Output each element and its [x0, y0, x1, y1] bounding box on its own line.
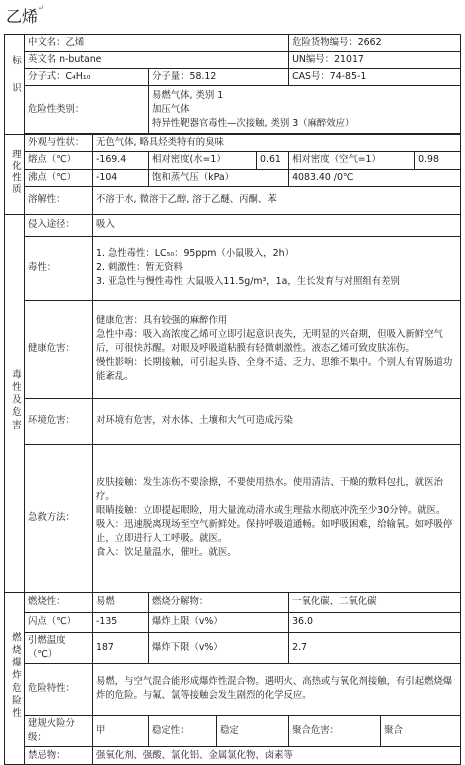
- appearance-label: 外观与性状：: [25, 135, 93, 152]
- toxicity-value: 1. 急性毒性：LC₅₀：95ppm（小鼠吸入，2h） 2. 刺激性：暂无资料 3. 亚急性与慢性毒性 大鼠吸入11.5g/m³，1a，生长发育与对照组有差别: [93, 236, 461, 300]
- row-cn-name: [5, 35, 461, 52]
- melting-label: 熔点（℃）: [25, 152, 93, 169]
- danger-label: 危险特性：: [25, 663, 93, 715]
- lower-limit-label: 爆炸下限（v%）: [149, 632, 289, 663]
- flash-point-value: -135: [93, 612, 149, 632]
- solubility-value: 不溶于水, 微溶于乙醇, 溶于乙醚、丙酮、苯: [93, 186, 461, 214]
- en-name: 英文名 n-butane: [25, 52, 289, 69]
- row-health: [5, 300, 461, 398]
- section-identity: 标识: [5, 35, 25, 135]
- fire-class-value: 甲: [93, 715, 149, 746]
- rel-density-air-label: 相对密度（空气=1）: [289, 152, 415, 169]
- molecular-weight: 分子量：58.12: [149, 69, 289, 86]
- route-value: 吸入: [93, 214, 461, 236]
- vapor-pressure-label: 饱和蒸气压（kPa）: [149, 169, 289, 186]
- melting-value: -169.4: [93, 152, 149, 169]
- vapor-pressure-value: 4083.40 /0℃: [289, 169, 461, 186]
- lower-limit-value: 2.7: [289, 632, 461, 663]
- row-taboo: [5, 747, 461, 765]
- combustion-products-value: 一氧化碳、二氧化碳: [289, 592, 461, 612]
- environment-label: 环境危害：: [25, 398, 93, 444]
- row-first-aid: [5, 444, 461, 592]
- hazard-class-value: 易燃气体, 类别 1 加压气体 特异性靶器官毒性—次接触, 类别 3（麻醉效应）: [149, 86, 461, 134]
- row-route: [5, 214, 461, 236]
- toxicity-label: 毒性：: [25, 236, 93, 300]
- row-appearance: [5, 135, 461, 152]
- cn-name: 中文名：乙烯: [25, 35, 289, 52]
- health-label: 健康危害：: [25, 300, 93, 398]
- polymer-hazard-value: 聚合: [381, 715, 461, 746]
- row-ignition: [5, 632, 461, 663]
- row-hazard-class: [5, 86, 461, 134]
- rel-density-air-value: 0.98: [415, 152, 461, 169]
- row-environment: [5, 398, 461, 444]
- section-physical: 理化性质: [5, 135, 25, 214]
- environment-value: 对环境有危害，对水体、土壤和大气可造成污染: [93, 398, 461, 444]
- hazard-class-label: 危险性类别：: [25, 86, 149, 134]
- row-flash-point: [5, 612, 461, 632]
- first-aid-value: 皮肤接触：发生冻伤不要涂擦，不要使用热水。使用清洁、干燥的敷料包扎，就医治疗。 眼睛接触：立即提起眼睑，用大量流动清水或生理盐水彻底冲洗至少30分钟。就医。 吸入：迅速脱离现场至空气新鲜处。保持呼吸道通畅。如呼吸困难，给输氧。如呼吸停止，立即进行人工呼吸。就医。 食入：饮足量温水，催吐。就医。: [93, 444, 461, 592]
- flash-point-label: 闪点（℃）: [25, 612, 93, 632]
- boiling-value: -104: [93, 169, 149, 186]
- formula: 分子式：C₄H₁₀: [25, 69, 149, 86]
- section-toxic: 毒性及危害: [5, 214, 25, 592]
- flammability-label: 燃烧性：: [25, 592, 93, 612]
- cas-no: CAS号：74-85-1: [289, 69, 461, 86]
- dangerous-goods-no: 危险货物编号：2662: [289, 35, 461, 52]
- combustion-products-label: 燃烧分解物：: [149, 592, 289, 612]
- row-toxicity: [5, 236, 461, 300]
- stability-label: 稳定性：: [149, 715, 217, 746]
- polymer-hazard-label: 聚合危害：: [289, 715, 381, 746]
- row-solubility: [5, 186, 461, 214]
- paragraph-mark-icon: ↵: [38, 4, 44, 12]
- row-flammability: [5, 592, 461, 612]
- row-danger: [5, 663, 461, 715]
- row-fire-class: [5, 715, 461, 746]
- rel-density-water-label: 相对密度(水=1）: [149, 152, 257, 169]
- health-value: 健康危害：具有较强的麻醉作用 急性中毒：吸入高浓度乙烯可立即引起意识丧失，无明显的兴奋期，但吸入新鲜空气后，可很快苏醒。对眼及呼吸道粘膜有轻微刺激性。液态乙烯可致皮肤冻伤。 慢性影响：长期接触，可引起头昏、全身不适、乏力、思维不集中。个别人有胃肠道功能紊乱。: [93, 300, 461, 398]
- row-boiling: [5, 169, 461, 186]
- document-title: 乙烯↵: [6, 4, 44, 26]
- stability-value: 稳定: [217, 715, 289, 746]
- ignition-label: 引燃温度（℃）: [25, 632, 93, 663]
- flammability-value: 易燃: [93, 592, 149, 612]
- route-label: 侵入途径：: [25, 214, 93, 236]
- un-no: UN编号：21017: [289, 52, 461, 69]
- rel-density-water-value: 0.61: [257, 152, 289, 169]
- row-en-name: [5, 52, 461, 69]
- ignition-value: 187: [93, 632, 149, 663]
- row-formula: [5, 69, 461, 86]
- first-aid-label: 急救方法：: [25, 444, 93, 592]
- taboo-value: 强氧化剂、强酸、氯化铝、金属氯化物、卤素等: [93, 747, 461, 765]
- msds-table: [4, 34, 461, 765]
- appearance-value: 无色气体, 略具烃类特有的臭味: [93, 135, 461, 152]
- fire-class-label: 建规火险分级：: [25, 715, 93, 746]
- boiling-label: 沸点（℃）: [25, 169, 93, 186]
- upper-limit-value: 36.0: [289, 612, 461, 632]
- danger-value: 易燃，与空气混合能形成爆炸性混合物。遇明火、高热或与氧化剂接触，有引起燃烧爆炸的危险。与氟、氯等接触会发生剧烈的化学反应。: [93, 663, 461, 715]
- row-melting: [5, 152, 461, 169]
- section-fire: 燃烧爆炸危险性: [5, 592, 25, 764]
- upper-limit-label: 爆炸上限（v%）: [149, 612, 289, 632]
- solubility-label: 溶解性：: [25, 186, 93, 214]
- taboo-label: 禁忌物：: [25, 747, 93, 765]
